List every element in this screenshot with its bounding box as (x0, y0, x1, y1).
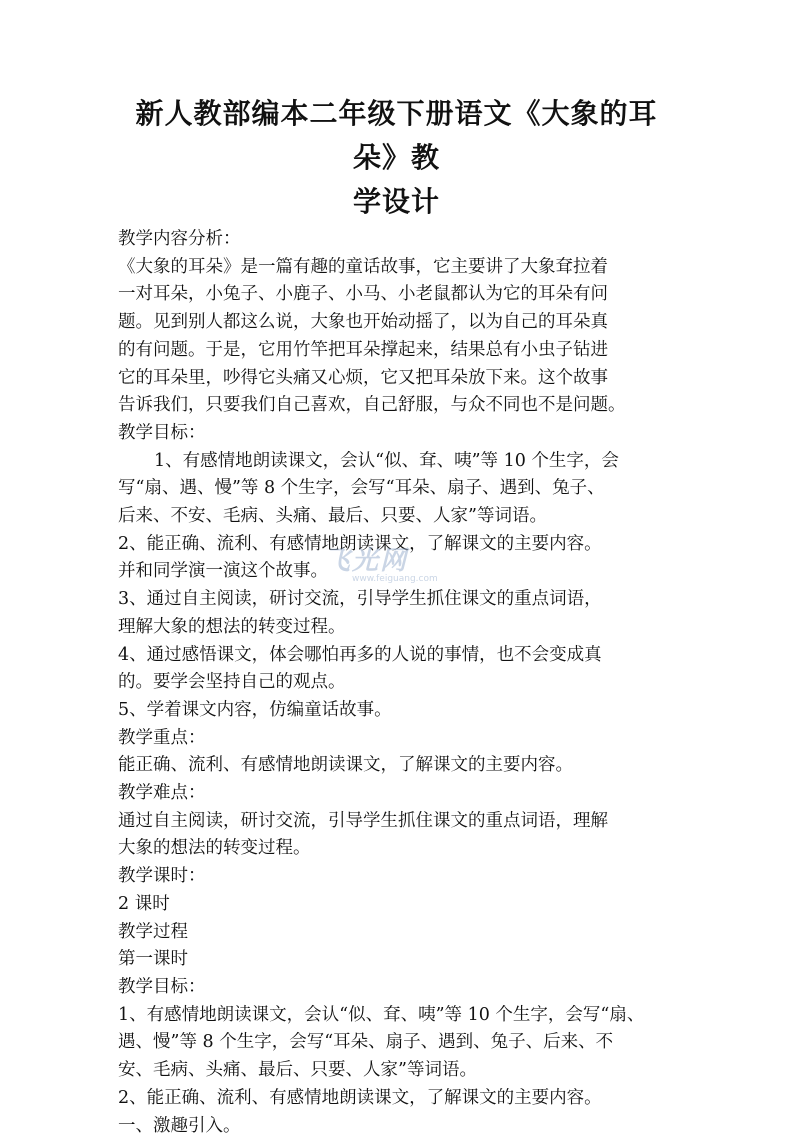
title-line-2: 学设计 (118, 180, 675, 224)
body-line: 教学目标： (118, 974, 675, 1002)
body-line: 教学重点： (118, 725, 675, 753)
body-line: 能正确、流利、有感情地朗读课文，了解课文的主要内容。 (118, 752, 675, 780)
body-line: 告诉我们，只要我们自己喜欢，自己舒服，与众不同也不是问题。 (118, 392, 675, 420)
body-line: 2 课时 (118, 891, 675, 919)
document-title (118, 92, 675, 224)
body-line: 2、能正确、流利、有感情地朗读课文，了解课文的主要内容。 (118, 1085, 675, 1113)
body-line: 1、有感情地朗读课文，会认“似、耷、咦”等 10 个生字，会写“扇、 (118, 1002, 675, 1030)
body-line: 教学课时： (118, 863, 675, 891)
body-line: 《大象的耳朵》是一篇有趣的童话故事，它主要讲了大象耷拉着 (118, 254, 675, 282)
body-line: 教学过程 (118, 919, 675, 947)
body-line: 题。见到别人都这么说，大象也开始动摇了，以为自己的耳朵真 (118, 309, 675, 337)
body-line: 后来、不安、毛病、头痛、最后、只要、人家”等词语。 (118, 503, 675, 531)
body-line: 安、毛病、头痛、最后、只要、人家”等词语。 (118, 1057, 675, 1085)
watermark-text: 飞光网 (324, 546, 408, 576)
body-line: 一对耳朵，小兔子、小鹿子、小马、小老鼠都认为它的耳朵有问 (118, 281, 675, 309)
body-line: 理解大象的想法的转变过程。 (118, 614, 675, 642)
body-line: 5、学着课文内容，仿编童话故事。 (118, 697, 675, 725)
body-line: 1、有感情地朗读课文，会认“似、耷、咦”等 10 个生字，会 (118, 448, 675, 476)
body-line: 教学目标： (118, 420, 675, 448)
body-line: 通过自主阅读，研讨交流，引导学生抓住课文的重点词语，理解 (118, 808, 675, 836)
body-line: 并和同学演一演这个故事。 (118, 558, 675, 586)
body-line: 大象的想法的转变过程。 (118, 835, 675, 863)
body-line: 教学内容分析： (118, 226, 675, 254)
document-body (118, 226, 675, 1140)
body-line: 第一课时 (118, 946, 675, 974)
body-line: 3、通过自主阅读，研讨交流，引导学生抓住课文的重点词语， (118, 586, 675, 614)
body-line: 写“扇、遇、慢”等 8 个生字，会写“耳朵、扇子、遇到、兔子、 (118, 475, 675, 503)
body-line: 教学难点： (118, 780, 675, 808)
body-line: 的。要学会坚持自己的观点。 (118, 669, 675, 697)
body-line: 2、能正确、流利、有感情地朗读课文，了解课文的主要内容。 (118, 531, 675, 559)
watermark-subtext: www.feiguang.com (352, 574, 438, 584)
body-line: 4、通过感悟课文，体会哪怕再多的人说的事情，也不会变成真 (118, 642, 675, 670)
body-line: 它的耳朵里，吵得它头痛又心烦，它又把耳朵放下来。这个故事 (118, 365, 675, 393)
title-line-1: 新人教部编本二年级下册语文《大象的耳朵》教 (118, 92, 675, 180)
body-line: 遇、慢”等 8 个生字，会写“耳朵、扇子、遇到、兔子、后来、不 (118, 1029, 675, 1057)
body-line: 的有问题。于是，它用竹竿把耳朵撑起来，结果总有小虫子钻进 (118, 337, 675, 365)
body-line: 一、激趣引入。 (118, 1113, 675, 1140)
